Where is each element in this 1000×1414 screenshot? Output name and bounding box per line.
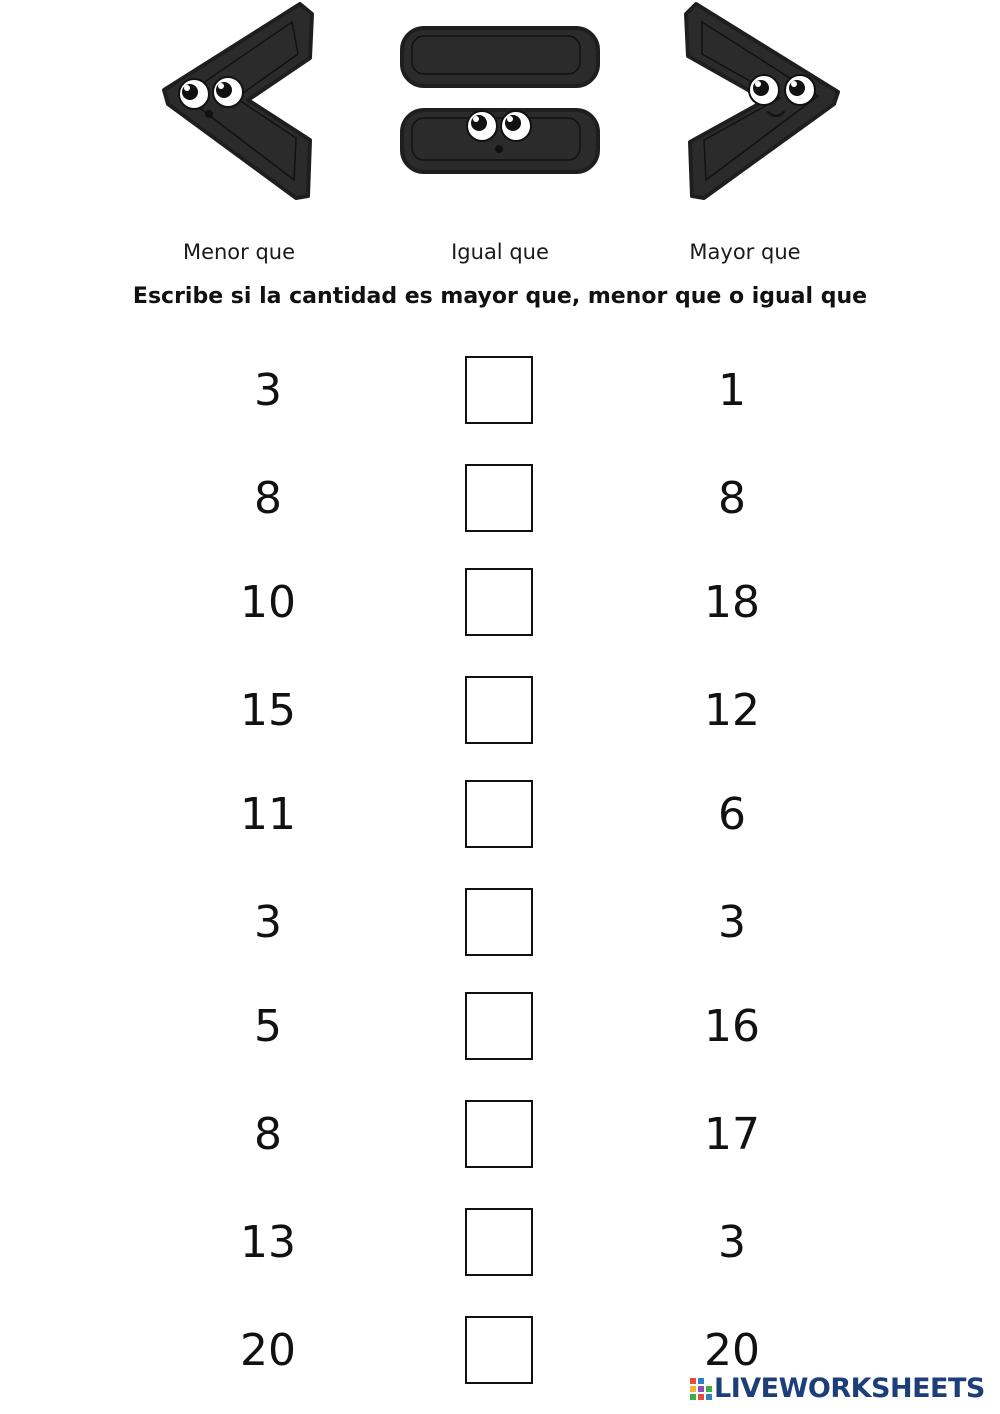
equal-character-icon [398, 22, 604, 178]
left-number: 13 [240, 1217, 296, 1268]
comparison-row-5 [0, 780, 1000, 850]
right-number: 17 [704, 1109, 760, 1160]
left-number: 5 [254, 1001, 282, 1052]
left-number: 3 [254, 365, 282, 416]
right-number: 3 [718, 897, 746, 948]
right-number: 6 [718, 789, 746, 840]
liveworksheets-logo [690, 1372, 990, 1408]
answer-box[interactable] [465, 1208, 533, 1276]
answer-box[interactable] [465, 676, 533, 744]
answer-box[interactable] [465, 464, 533, 532]
equal-label: Igual que [451, 240, 549, 264]
answer-box[interactable] [465, 888, 533, 956]
answer-box[interactable] [465, 1316, 533, 1384]
comparison-row-7 [0, 992, 1000, 1062]
brand-name: LIVEWORKSHEETS [714, 1373, 985, 1404]
comparison-row-6 [0, 888, 1000, 958]
answer-box[interactable] [465, 568, 533, 636]
left-number: 8 [254, 473, 282, 524]
answer-box[interactable] [465, 780, 533, 848]
comparison-row-9 [0, 1208, 1000, 1278]
answer-box[interactable] [465, 1100, 533, 1168]
right-number: 18 [704, 577, 760, 628]
right-number: 8 [718, 473, 746, 524]
logo-blocks-icon [690, 1378, 712, 1400]
left-number: 11 [240, 789, 296, 840]
right-number: 1 [718, 365, 746, 416]
answer-box[interactable] [465, 992, 533, 1060]
greater-than-character-icon [682, 0, 842, 205]
comparison-row-4 [0, 676, 1000, 746]
left-number: 3 [254, 897, 282, 948]
answer-box[interactable] [465, 356, 533, 424]
less-than-character-icon [160, 0, 320, 205]
comparison-row-3 [0, 568, 1000, 638]
comparison-row-8 [0, 1100, 1000, 1170]
left-number: 8 [254, 1109, 282, 1160]
left-number: 20 [240, 1325, 296, 1376]
left-number: 10 [240, 577, 296, 628]
left-number: 15 [240, 685, 296, 736]
comparison-row-2 [0, 464, 1000, 534]
instruction-text: Escribe si la cantidad es mayor que, menor que o igual que [132, 284, 868, 309]
right-number: 16 [704, 1001, 760, 1052]
right-number: 3 [718, 1217, 746, 1268]
greater-than-label: Mayor que [689, 240, 801, 264]
comparison-row-1 [0, 356, 1000, 426]
less-than-label: Menor que [182, 240, 296, 264]
right-number: 20 [704, 1325, 760, 1376]
right-number: 12 [704, 685, 760, 736]
